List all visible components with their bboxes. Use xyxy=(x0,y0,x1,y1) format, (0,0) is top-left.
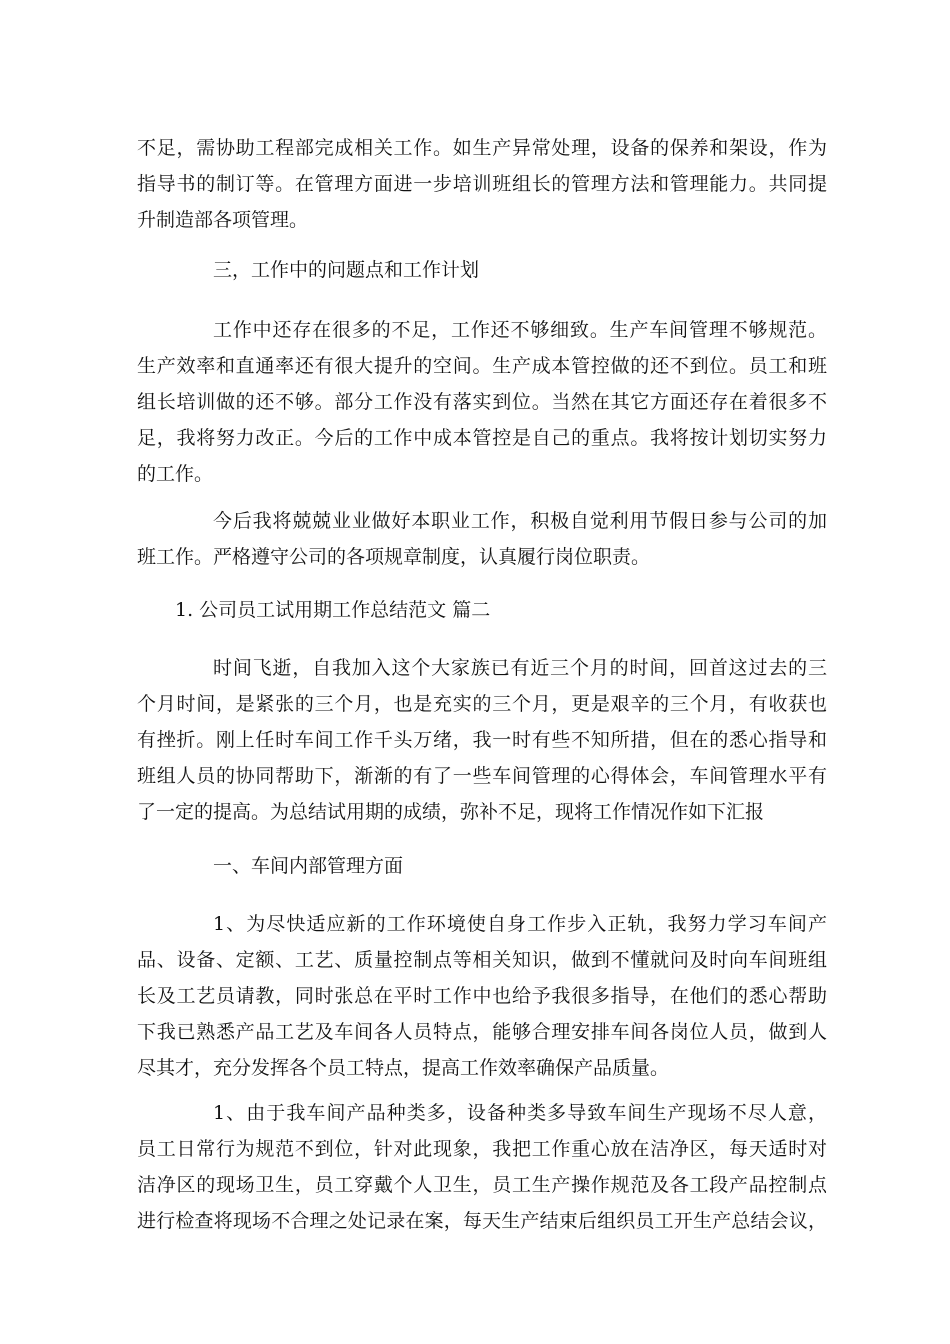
paragraph-line: 今后我将兢兢业业做好本职业工作，积极自觉利用节假日参与公司的加 xyxy=(213,510,827,532)
section-heading: 一、车间内部管理方面 xyxy=(213,855,404,877)
paragraph-line: 有挫折。刚上任时车间工作千头万绪，我一时有些不知所措，但在的悉心指导和 xyxy=(137,729,827,751)
paragraph-line: 工作中还存在很多的不足，工作还不够细致。生产车间管理不够规范。 xyxy=(213,319,827,341)
paragraph-line: 时间飞逝，自我加入这个大家族已有近三个月的时间，回首这过去的三 xyxy=(213,657,827,679)
paragraph-line: 品、设备、定额、工艺、质量控制点等相关知识，做到不懂就问及时向车间班组 xyxy=(137,949,827,971)
paragraph-line: 不足，需协助工程部完成相关工作。如生产异常处理，设备的保养和架设，作为 xyxy=(137,137,827,159)
paragraph-line: 班组人员的协同帮助下，渐渐的有了一些车间管理的心得体会，车间管理水平有 xyxy=(137,765,827,787)
section-heading: 1. 公司员工试用期工作总结范文 篇二 xyxy=(175,599,491,621)
section-heading: 三，工作中的问题点和工作计划 xyxy=(213,259,480,281)
paragraph-line: 进行检查将现场不合理之处记录在案，每天生产结束后组织员工开生产总结会议， xyxy=(137,1210,827,1232)
paragraph-line: 1、为尽快适应新的工作环境使自身工作步入正轨，我努力学习车间产 xyxy=(213,913,827,935)
paragraph-line: 的工作。 xyxy=(137,463,214,485)
paragraph-line: 了一定的提高。为总结试用期的成绩，弥补不足，现将工作情况作如下汇报 xyxy=(137,801,765,823)
paragraph-line: 指导书的制订等。在管理方面进一步培训班组长的管理方法和管理能力。共同提 xyxy=(137,173,827,195)
paragraph-line: 员工日常行为规范不到位，针对此现象，我把工作重心放在洁净区，每天适时对 xyxy=(137,1138,827,1160)
paragraph-line: 组长培训做的还不够。部分工作没有落实到位。当然在其它方面还存在着很多不 xyxy=(137,391,827,413)
paragraph-line: 尽其才，充分发挥各个员工特点，提高工作效率确保产品质量。 xyxy=(137,1057,670,1079)
paragraph-line: 1、由于我车间产品种类多，设备种类多导致车间生产现场不尽人意， xyxy=(213,1102,827,1124)
paragraph-line: 洁净区的现场卫生，员工穿戴个人卫生，员工生产操作规范及各工段产品控制点 xyxy=(137,1174,827,1196)
paragraph-line: 生产效率和直通率还有很大提升的空间。生产成本管控做的还不到位。员工和班 xyxy=(137,355,827,377)
paragraph-line: 下我已熟悉产品工艺及车间各人员特点，能够合理安排车间各岗位人员，做到人 xyxy=(137,1021,827,1043)
paragraph-line: 长及工艺员请教，同时张总在平时工作中也给予我很多指导，在他们的悉心帮助 xyxy=(137,985,827,1007)
paragraph-line: 足，我将努力改正。今后的工作中成本管控是自己的重点。我将按计划切实努力 xyxy=(137,427,827,449)
paragraph-line: 班工作。严格遵守公司的各项规章制度，认真履行岗位职责。 xyxy=(137,546,651,568)
paragraph-line: 个月时间，是紧张的三个月，也是充实的三个月，更是艰辛的三个月，有收获也 xyxy=(137,693,827,715)
paragraph-line: 升制造部各项管理。 xyxy=(137,209,309,231)
